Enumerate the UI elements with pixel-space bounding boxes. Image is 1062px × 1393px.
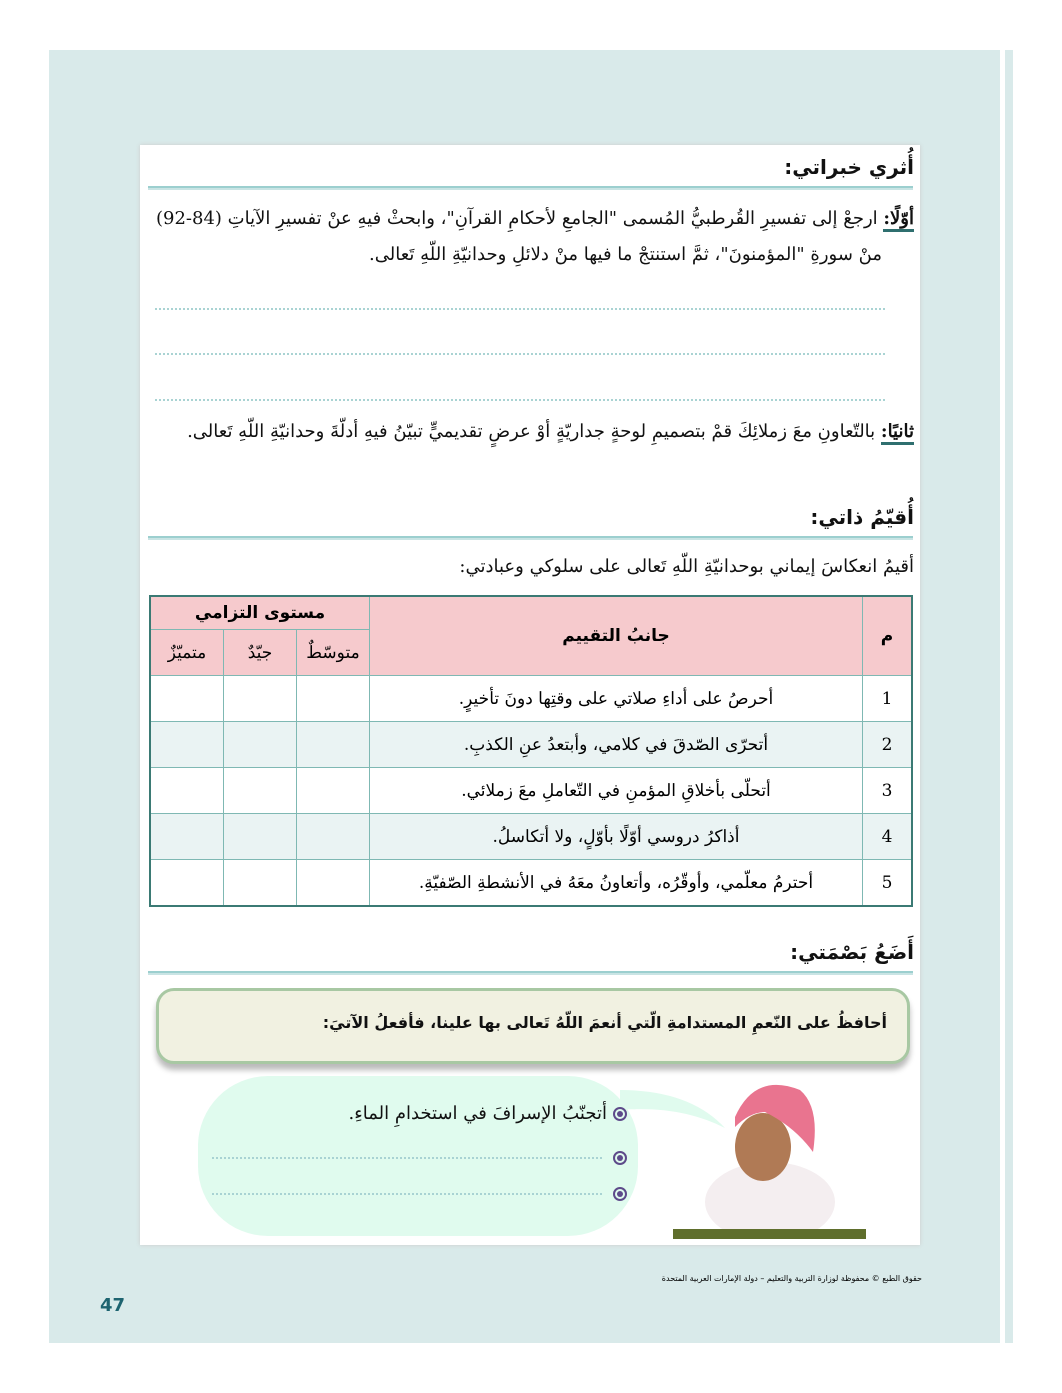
check-cell[interactable] [150, 722, 224, 768]
row-num: 5 [863, 860, 913, 907]
page-number: 47 [100, 1295, 126, 1316]
action-item-text: أتجنّبُ الإسرافَ في استخدامِ الماءِ. [348, 1103, 607, 1124]
level-average: متوسّطٌ [297, 630, 370, 676]
check-cell[interactable] [224, 722, 297, 768]
section-title-fingerprint: أَضَعُ بَصْمَتي: [790, 940, 914, 964]
check-cell[interactable] [150, 768, 224, 814]
ground-bar [673, 1229, 866, 1239]
table-row [150, 860, 912, 907]
table-row [150, 722, 912, 768]
banner-text: أحافظُ على النّعمِ المستدامةِ الّتي أنعمَ اللّهُ تَعالى بها علينا، فأفعلُ الآتيَ: [322, 1013, 887, 1032]
task-second [144, 421, 914, 442]
action-item-blank[interactable] [212, 1147, 627, 1166]
self-assessment-table [149, 595, 913, 907]
task-first [144, 208, 914, 229]
col-aspect: جانبُ التقييم [370, 596, 863, 676]
row-text: أتحلّى بأخلاقِ المؤمنِ في التّعاملِ معَ زملائي. [370, 768, 863, 814]
row-text: أحرصُ على أداءِ صلاتي على وقتِها دونَ تأخيرٍ. [370, 676, 863, 722]
check-cell[interactable] [224, 814, 297, 860]
task-second-text: بالتّعاونِ معَ زملائِكَ قمْ بتصميمِ لوحةٍ جداريّةٍ أوْ عرضٍ تقديميٍّ تبيّنُ فيهِ أدلّةَ وحدانيّةِ اللّهِ تَعالى. [187, 421, 876, 442]
task-first-text: ارجعْ إلى تفسيرِ القُرطبيُّ المُسمى "الجامعِ لأحكامِ القرآنِ"، وابحثْ فيهِ عنْ تفسيرِ الآياتِ (84-92) [155, 208, 878, 229]
section-title-self-assess: أُقيّمُ ذاتي: [810, 505, 914, 529]
check-cell[interactable] [297, 676, 370, 722]
task-first-line2: منْ سورةِ "المؤمنونَ"، ثمَّ استنتجْ ما فيها منْ دلائلِ وحدانيّةِ اللّهِ تَعالى. [369, 244, 882, 265]
action-item-blank[interactable] [212, 1183, 627, 1202]
check-cell[interactable] [224, 676, 297, 722]
table-row [150, 768, 912, 814]
row-num: 2 [863, 722, 913, 768]
row-num: 1 [863, 676, 913, 722]
answer-line[interactable] [155, 353, 885, 355]
divider [148, 186, 913, 190]
row-num: 3 [863, 768, 913, 814]
boy-illustration [695, 1072, 835, 1232]
table-row [150, 814, 912, 860]
check-cell[interactable] [297, 860, 370, 907]
row-text: أتحرّى الصّدقَ في كلامي، وأبتعدُ عنِ الكذبِ. [370, 722, 863, 768]
check-cell[interactable] [224, 768, 297, 814]
section-title-enrich: أُثري خبراتي: [784, 155, 914, 179]
check-cell[interactable] [150, 814, 224, 860]
col-num: م [863, 596, 913, 676]
level-excellent: متميّزٌ [150, 630, 224, 676]
check-cell[interactable] [297, 814, 370, 860]
row-text: أذاكرُ دروسي أوّلًا بأوّلٍ، ولا أتكاسلُ. [370, 814, 863, 860]
copyright-text: حقوق الطبع © محفوظة لوزارة التربية والتعليم – دولة الإمارات العربية المتحدة [661, 1274, 922, 1283]
label-first: أوّلًا: [883, 208, 914, 232]
action-item [349, 1103, 627, 1124]
side-strip [1005, 50, 1013, 1343]
answer-line[interactable] [155, 399, 885, 401]
level-good: جيّدٌ [224, 630, 297, 676]
assessment-intro: أقيمُ انعكاسَ إيماني بوحدانيّةِ اللّهِ تَعالى على سلوكي وعبادتي: [459, 556, 914, 577]
check-cell[interactable] [297, 768, 370, 814]
bullet-icon [613, 1151, 627, 1165]
bullet-icon [613, 1187, 627, 1201]
check-cell[interactable] [297, 722, 370, 768]
row-num: 4 [863, 814, 913, 860]
answer-line[interactable] [155, 308, 885, 310]
label-second: ثانيًا: [881, 421, 914, 445]
divider [148, 971, 913, 975]
bullet-icon [613, 1107, 627, 1121]
check-cell[interactable] [150, 676, 224, 722]
row-text: أحترمُ معلّمي، وأوقّرُه، وأتعاونُ معَهُ في الأنشطةِ الصّفيّةِ. [370, 860, 863, 907]
check-cell[interactable] [224, 860, 297, 907]
table-row [150, 676, 912, 722]
col-level: مستوى التزامي [150, 596, 370, 630]
divider [148, 536, 913, 540]
check-cell[interactable] [150, 860, 224, 907]
